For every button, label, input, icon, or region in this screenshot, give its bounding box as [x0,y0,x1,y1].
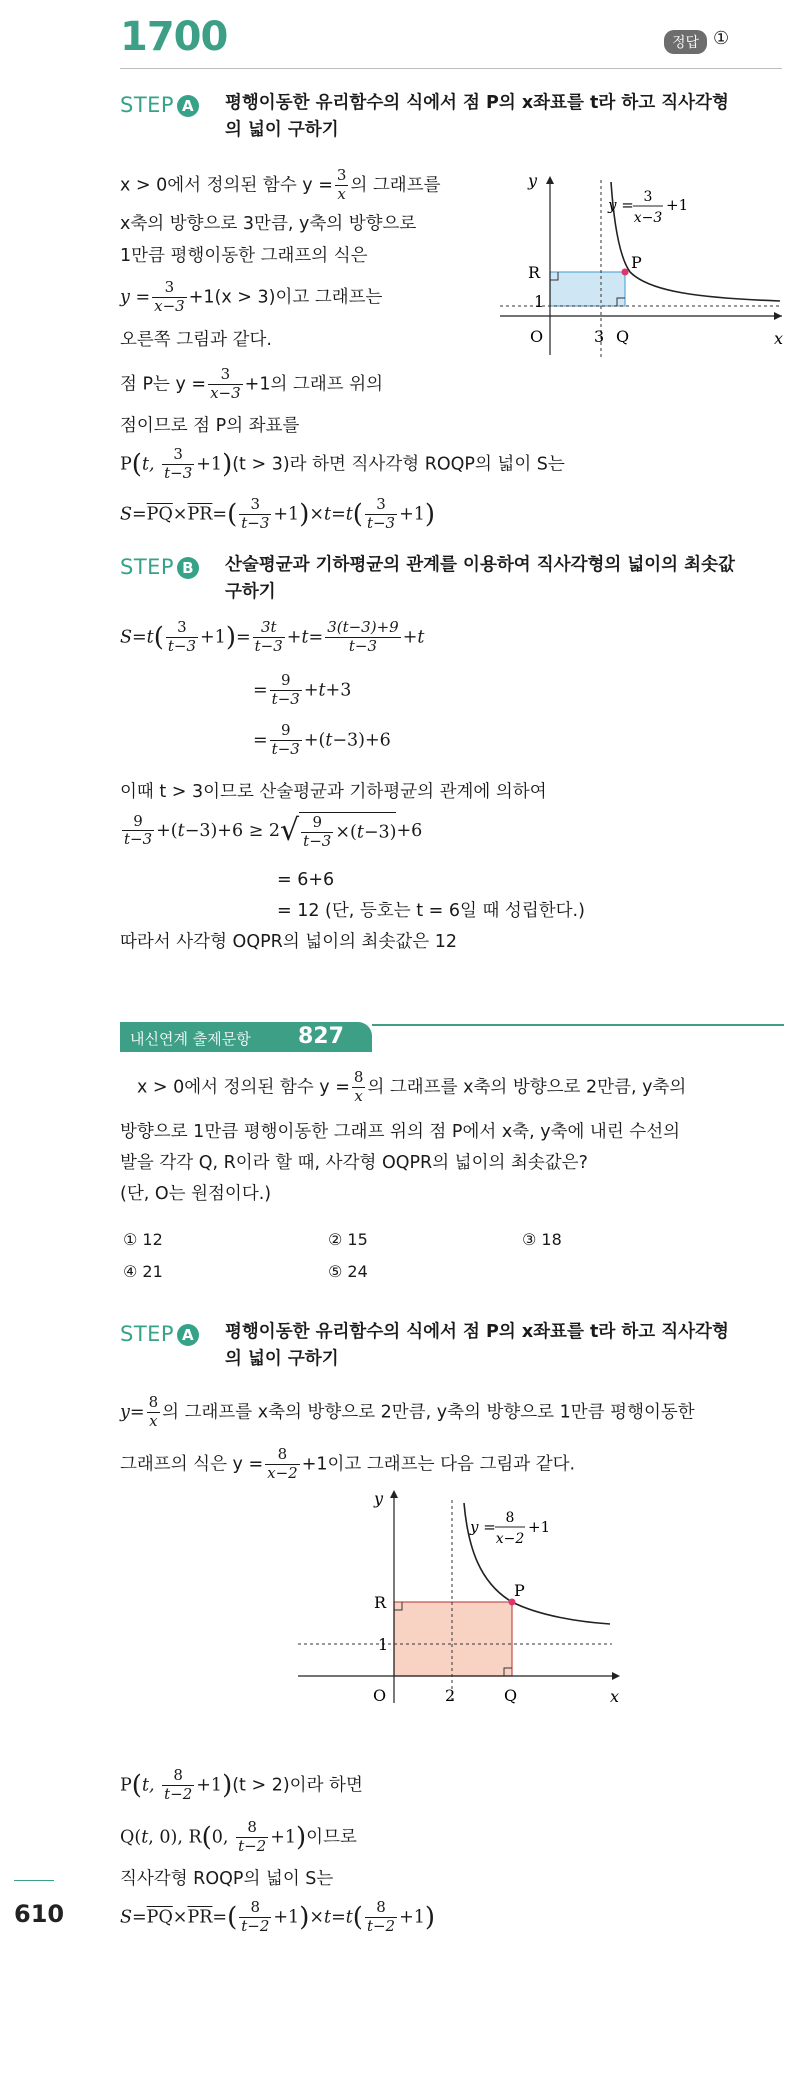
step-a-badge-2: A [177,1324,199,1346]
step-a-badge: A [177,95,199,117]
text-line: y = $\frac{3}{x-3}$ +1(x > 3)이고 그래프는 [120,278,383,315]
svg-text:x−3: x−3 [633,210,663,226]
text-line: x > 0에서 정의된 함수 y = $\frac{3}{x}$ 의 그래프를 [120,166,441,203]
text-line: 이때 t > 3이므로 산술평균과 기하평균의 관계에 의하여 [120,782,547,802]
text-line: 1만큼 평행이동한 그래프의 식은 [120,246,368,266]
graph-2 [270,1488,630,1720]
choice[interactable]: ⑤ 24 [328,1262,368,1281]
svg-text:P: P [514,1581,525,1600]
svg-text:y =: y = [608,196,634,214]
text-line: 점이므로 점 P의 좌표를 [120,416,300,436]
page-number: 610 [14,1900,65,1928]
svg-text:Q: Q [504,1686,518,1705]
svg-text:x: x [610,1687,620,1706]
step-b-label: STEP B [120,555,199,579]
svg-text:2: 2 [445,1686,456,1705]
text-line: 오른쪽 그림과 같다. [120,330,272,350]
svg-text:+1: +1 [666,196,689,214]
answer-badge: 정답 [664,30,707,54]
svg-text:Q: Q [616,327,630,346]
svg-text:3: 3 [594,327,605,346]
conclusion: 따라서 사각형 OQPR의 넓이의 최솟값은 12 [120,932,458,952]
graph-1 [490,170,790,370]
text-line: Q(t, 0), R(0, $\frac{8}{t-2}$ +1)이므로 [120,1818,357,1855]
step-a-title-2: 평행이동한 유리함수의 식에서 점 P의 x좌표를 t라 하고 직사각형 의 넓이 구하기 [225,1322,729,1369]
choice[interactable]: ② 15 [328,1230,368,1249]
svg-text:y: y [528,171,538,190]
header-rule [120,68,782,69]
choice[interactable]: ③ 18 [522,1230,562,1249]
step-b-title: 산술평균과 기하평균의 관계를 이용하여 직사각형의 넓이의 최솟값 구하기 [225,555,735,602]
question-line: 발을 각각 Q, R이라 할 때, 사각형 OQPR의 넓이의 최솟값은? [120,1153,588,1173]
rectangle-fill [394,1602,512,1676]
step-a-label-2: STEP A [120,1322,199,1346]
answer-value: ① [713,28,730,49]
linked-tag: 내신연계 출제문항 827 [120,1022,372,1052]
equation-line: = $\frac{9}{t-3}$ +(t−3)+6 [253,721,391,758]
area-formula: $S=\overline{PQ}\times\overline{PR}=$( $\frac{3}{t-3}$ +1)×t=t( $\frac{3}{t-3}$ +1) [120,495,436,532]
text-line: x축의 방향으로 3만큼, y축의 방향으로 [120,214,417,234]
equation-line: = 12 (단, 등호는 t = 6일 때 성립한다.) [277,901,585,921]
svg-text:P: P [631,253,642,272]
equation-line: = $\frac{9}{t-3}$ +t+3 [253,671,352,708]
text-line: 그래프의 식은 y = $\frac{8}{x-2}$ +1이고 그래프는 다음 그림과 같다. [120,1445,576,1482]
rectangle-fill [550,272,625,306]
step-a-label: STEP A [120,93,199,117]
svg-text:+1: +1 [528,1518,551,1536]
choice[interactable]: ① 12 [123,1230,163,1249]
svg-text:O: O [530,327,544,346]
svg-text:1: 1 [534,292,545,311]
point-p [622,269,629,276]
equation-line: $\frac{9}{t-3}$ +(t−3)+6 ≥ 2√ $\frac{9}{t-3}$ ×(t−3)+6 [124,811,423,850]
svg-text:1: 1 [378,1635,389,1654]
equation-line: = 6+6 [277,870,335,890]
curve [611,182,780,301]
svg-text:R: R [528,263,541,282]
svg-text:8: 8 [505,1510,515,1526]
linked-rule [372,1024,784,1026]
question-line: 방향으로 1만큼 평행이동한 그래프 위의 점 P에서 x축, y축에 내린 수선의 [120,1122,681,1142]
step-a-title: 평행이동한 유리함수의 식에서 점 P의 x좌표를 t라 하고 직사각형 의 넓이 구하기 [225,93,729,140]
svg-text:3: 3 [643,189,653,205]
svg-text:O: O [373,1686,387,1705]
question-line: (단, O는 원점이다.) [120,1184,272,1204]
text-line: P(t, $\frac{8}{t-2}$ +1)(t > 2)이라 하면 [120,1766,363,1803]
text-line: 점 P는 y = $\frac{3}{x-3}$ +1의 그래프 위의 [120,365,384,402]
svg-text:x−2: x−2 [495,1531,525,1547]
text-line: P(t, $\frac{3}{t-3}$ +1)(t > 3)라 하면 직사각형 ROQP의 넓이 S는 [120,445,565,482]
problem-number: 1700 [120,14,228,60]
svg-text:y =: y = [470,1518,496,1536]
question-line: x > 0에서 정의된 함수 y = $\frac{8}{x}$ 의 그래프를 x축의 방향으로 2만큼, y축의 [137,1068,687,1105]
text-line: y= $\frac{8}{x}$ 의 그래프를 x축의 방향으로 2만큼, y축의 방향으로 1만큼 평행이동한 [120,1393,695,1430]
area-formula: $S=\overline{PQ}\times\overline{PR}=$( $\frac{8}{t-2}$ +1)×t=t( $\frac{8}{t-2}$ +1) [120,1898,436,1935]
svg-text:y: y [374,1489,384,1508]
choice[interactable]: ④ 21 [123,1262,163,1281]
page-number-rule [14,1880,54,1881]
equation-line: S=t( $\frac{3}{t-3}$ +1)= $\frac{3t}{t-3}$ +t= $\frac{3(t-3)+9}{t-3}$ +t [120,618,425,655]
svg-text:R: R [374,1593,387,1612]
step-b-badge: B [177,557,199,579]
svg-text:x: x [774,329,784,348]
text-line: 직사각형 ROQP의 넓이 S는 [120,1869,334,1889]
